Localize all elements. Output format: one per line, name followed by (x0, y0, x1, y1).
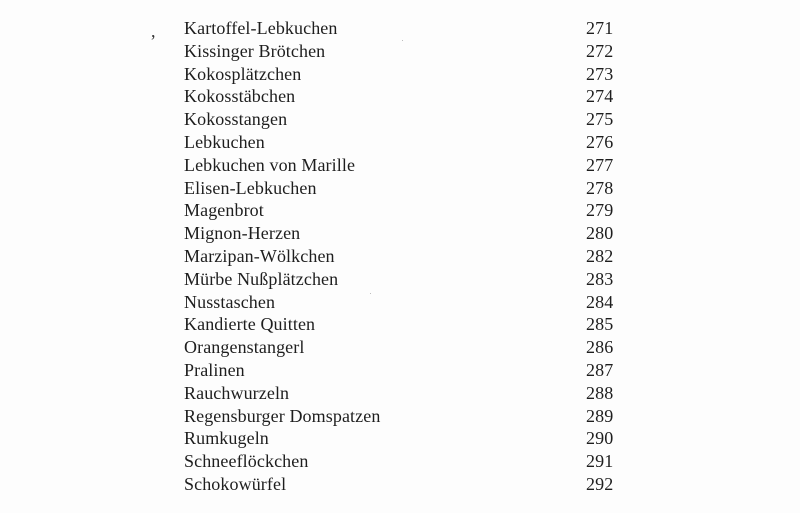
toc-entry-page-number: 290 (586, 428, 614, 449)
toc-entry-title: Kokosstäbchen (184, 86, 296, 107)
toc-entry-page-number: 284 (586, 291, 614, 312)
toc-entry-title: Lebkuchen von Marille (184, 154, 356, 175)
toc-entry-page-number: 282 (586, 245, 614, 266)
toc-entry-page-number: 285 (586, 314, 614, 335)
table-of-contents (184, 17, 624, 496)
toc-entry (184, 313, 624, 336)
toc-entry-page-number: 274 (586, 86, 614, 107)
toc-entry-page-number: 273 (586, 63, 614, 84)
toc-entry (184, 359, 624, 382)
scan-speck (370, 293, 371, 294)
toc-entry-page-number: 289 (586, 405, 614, 426)
toc-entry-title: Kandierte Quitten (184, 314, 316, 335)
toc-entry-page-number: 283 (586, 268, 614, 289)
toc-entry (184, 222, 624, 245)
toc-entry-title: Kissinger Brötchen (184, 40, 326, 61)
toc-entry-page-number: 275 (586, 109, 614, 130)
toc-entry (184, 268, 624, 291)
toc-entry (184, 85, 624, 108)
toc-entry (184, 108, 624, 131)
toc-entry-page-number: 277 (586, 154, 614, 175)
toc-entry-title: Magenbrot (184, 200, 264, 221)
toc-entry-title: Elisen-Lebkuchen (184, 177, 317, 198)
toc-entry-page-number: 286 (586, 337, 614, 358)
toc-entry-title: Mürbe Nußplätzchen (184, 268, 339, 289)
toc-entry (184, 336, 624, 359)
toc-entry-page-number: 280 (586, 223, 614, 244)
toc-entry (184, 450, 624, 473)
toc-entry-title: Orangenstangerl (184, 337, 305, 358)
toc-entry-title: Marzipan-Wölkchen (184, 245, 335, 266)
toc-entry (184, 473, 624, 496)
toc-entry-page-number: 279 (586, 200, 614, 221)
toc-entry (184, 154, 624, 177)
toc-entry-title: Lebkuchen (184, 131, 265, 152)
scan-speck (402, 40, 403, 41)
toc-entry (184, 382, 624, 405)
toc-entry (184, 17, 624, 40)
margin-mark: , (151, 21, 156, 41)
toc-entry-page-number: 278 (586, 177, 614, 198)
toc-entry (184, 427, 624, 450)
toc-entry (184, 405, 624, 428)
toc-entry-title: Regensburger Domspatzen (184, 405, 381, 426)
toc-entry (184, 291, 624, 314)
toc-entry-page-number: 287 (586, 359, 614, 380)
toc-entry (184, 177, 624, 200)
toc-entry-title: Kokosstangen (184, 109, 288, 130)
toc-entry-title: Rauchwurzeln (184, 382, 290, 403)
toc-entry-title: Kokosplätzchen (184, 63, 302, 84)
toc-entry-title: Schneeflöckchen (184, 451, 309, 472)
toc-entry-page-number: 276 (586, 131, 614, 152)
toc-entry-title: Nusstaschen (184, 291, 276, 312)
toc-entry (184, 63, 624, 86)
toc-entry (184, 245, 624, 268)
toc-entry-page-number: 271 (586, 18, 614, 38)
toc-entry-title: Schokowürfel (184, 473, 287, 494)
toc-entry-page-number: 272 (586, 40, 614, 61)
toc-entry-page-number: 288 (586, 382, 614, 403)
toc-entry-title: Rumkugeln (184, 428, 269, 449)
toc-entry-title: Pralinen (184, 359, 245, 380)
toc-entry-page-number: 292 (586, 473, 614, 494)
toc-entry-title: Mignon-Herzen (184, 223, 301, 244)
toc-entry (184, 199, 624, 222)
toc-entry (184, 131, 624, 154)
toc-entry (184, 40, 624, 63)
toc-entry-page-number: 291 (586, 451, 614, 472)
toc-entry-title: Kartoffel-Lebkuchen (184, 18, 338, 38)
